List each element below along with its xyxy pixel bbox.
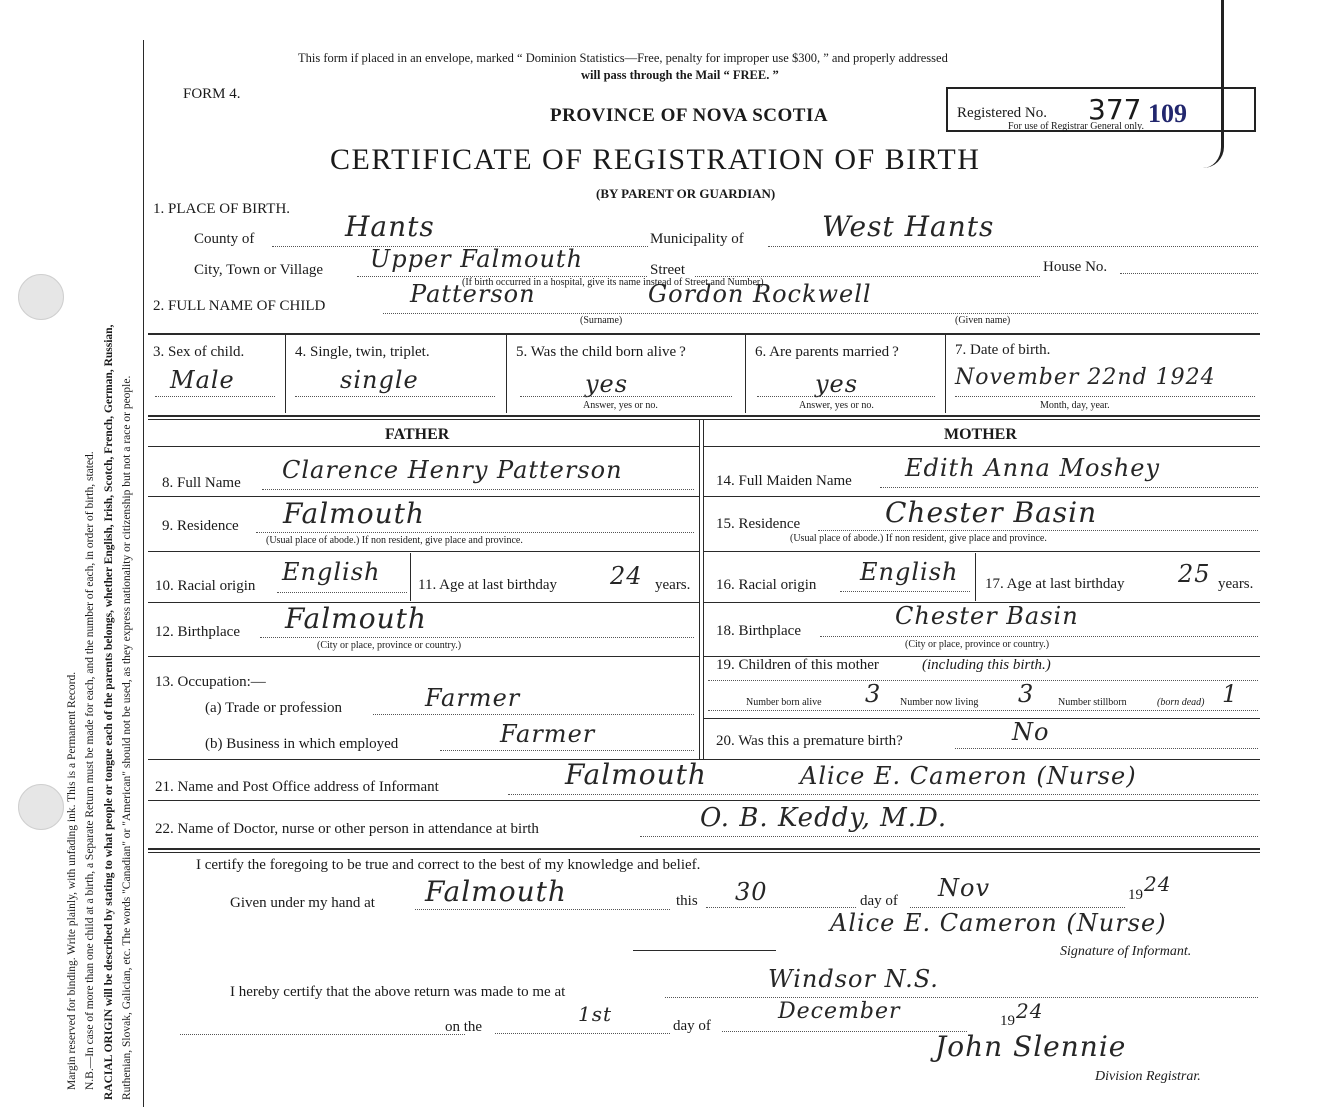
row-rule-5 bbox=[148, 800, 1260, 801]
married-caption: Answer, yes or no. bbox=[799, 400, 874, 411]
stillborn-label: Number stillborn bbox=[1058, 697, 1127, 708]
father-years-label: years. bbox=[655, 577, 691, 593]
father-age-label: 11. Age at last birthday bbox=[418, 577, 557, 593]
father-residence-caption: (Usual place of abode.) If non resident, give place and province. bbox=[266, 535, 523, 546]
pen-stroke bbox=[1203, 0, 1224, 168]
on-the-label: on the bbox=[445, 1019, 483, 1035]
parents-married-value: yes bbox=[815, 370, 859, 398]
postal-notice-line2: will pass through the Mail “ FREE. ” bbox=[581, 68, 779, 82]
father-name-label: 8. Full Name bbox=[162, 475, 241, 491]
mother-name-value: Edith Anna Moshey bbox=[905, 454, 1161, 482]
punch-hole-bottom bbox=[18, 784, 64, 830]
dob-line bbox=[955, 396, 1255, 397]
stillborn-note: (born dead) bbox=[1157, 697, 1205, 708]
row-top-rule bbox=[148, 333, 1260, 335]
mother-residence-caption: (Usual place of abode.) If non resident, give place and province. bbox=[790, 533, 1047, 544]
father-birthplace-label: 12. Birthplace bbox=[155, 624, 240, 640]
mother-residence-line bbox=[818, 530, 1258, 531]
business-line bbox=[440, 750, 694, 751]
premature-label: 20. Was this a premature birth? bbox=[716, 733, 903, 749]
father-rule-5 bbox=[148, 656, 699, 657]
mother-residence-label: 15. Residence bbox=[716, 516, 801, 532]
surname-caption: (Surname) bbox=[580, 315, 623, 326]
form-number: FORM 4. bbox=[183, 86, 241, 102]
doctor-line bbox=[640, 836, 1258, 837]
given-place-line bbox=[415, 909, 670, 910]
sex-value: Male bbox=[170, 366, 235, 394]
mother-birthplace-line bbox=[820, 636, 1258, 637]
father-origin-value: English bbox=[282, 558, 381, 586]
informant-name: Alice E. Cameron (Nurse) bbox=[800, 762, 1137, 790]
alive-caption: Answer, yes or no. bbox=[583, 400, 658, 411]
mother-rule-6 bbox=[703, 718, 1260, 719]
city-value: Upper Falmouth bbox=[370, 245, 584, 273]
municipality-line bbox=[768, 246, 1258, 247]
mother-name-line bbox=[880, 487, 1258, 488]
given-year-prefix: 19 bbox=[1128, 887, 1143, 903]
born-alive-count-label: Number born alive bbox=[746, 697, 822, 708]
municipality-value: West Hants bbox=[822, 210, 995, 243]
father-residence-line bbox=[256, 532, 694, 533]
registrar-signature: John Slennie bbox=[935, 1030, 1127, 1063]
dob-caption: Month, day, year. bbox=[1040, 400, 1110, 411]
row-rule-7 bbox=[148, 852, 1260, 853]
child-name-label: 2. FULL NAME OF CHILD bbox=[153, 298, 326, 314]
mother-origin-divider bbox=[975, 553, 976, 601]
registered-number-prefix: 377 bbox=[1088, 93, 1142, 126]
sex-label: 3. Sex of child. bbox=[153, 344, 245, 360]
plurality-value: single bbox=[340, 366, 419, 394]
now-living-count: 3 bbox=[1018, 680, 1035, 708]
mother-origin-label: 16. Racial origin bbox=[716, 577, 817, 593]
parents-divider-a bbox=[699, 419, 700, 759]
sex-line bbox=[155, 396, 275, 397]
facts-divider-3 bbox=[745, 335, 746, 413]
premature-value: No bbox=[1012, 718, 1050, 746]
certificate-subtitle: (BY PARENT OR GUARDIAN) bbox=[596, 186, 776, 201]
house-number-label: House No. bbox=[1043, 259, 1108, 275]
registrar-month-line bbox=[722, 1031, 967, 1032]
given-day-line bbox=[706, 907, 856, 908]
registrar-place-line bbox=[665, 997, 1258, 998]
registrar-year-prefix: 19 bbox=[1000, 1013, 1015, 1029]
father-name-value: Clarence Henry Patterson bbox=[282, 456, 623, 484]
facts-divider-4 bbox=[945, 335, 946, 413]
registered-label: Registered No. bbox=[957, 105, 1047, 121]
business-label: (b) Business in which employed bbox=[205, 736, 399, 752]
doctor-label: 22. Name of Doctor, nurse or other person in attendance at birth bbox=[155, 821, 539, 837]
dob-value: November 22nd 1924 bbox=[955, 365, 1216, 390]
mother-residence-value: Chester Basin bbox=[885, 496, 1098, 529]
municipality-label: Municipality of bbox=[650, 231, 744, 247]
county-label: County of bbox=[194, 231, 255, 247]
county-value: Hants bbox=[345, 210, 435, 243]
doctor-name: O. B. Keddy, M.D. bbox=[700, 803, 948, 833]
mother-birthplace-label: 18. Birthplace bbox=[716, 623, 801, 639]
given-month: Nov bbox=[938, 874, 991, 902]
row-rule-2 bbox=[148, 415, 1260, 417]
row-rule-3 bbox=[148, 419, 1260, 420]
punch-hole-top bbox=[18, 274, 64, 320]
informant-place: Falmouth bbox=[565, 758, 707, 791]
mother-origin-line bbox=[840, 591, 970, 592]
registrar-note: For use of Registrar General only. bbox=[1008, 121, 1144, 132]
margin-note-2: N.B.—In case of more than one child at a birth, a Separate Return must be made for each, and the number of each, in order of birth, stated. bbox=[84, 451, 96, 1090]
child-given-name: Gordon Rockwell bbox=[648, 280, 872, 308]
registrar-day-line bbox=[495, 1033, 670, 1034]
plurality-label: 4. Single, twin, triplet. bbox=[295, 344, 430, 360]
mother-name-label: 14. Full Maiden Name bbox=[716, 473, 852, 489]
given-place: Falmouth bbox=[425, 875, 567, 908]
child-name-line bbox=[383, 313, 1258, 314]
trade-label: (a) Trade or profession bbox=[205, 700, 343, 716]
house-line bbox=[1120, 273, 1258, 274]
place-of-birth-label: 1. PLACE OF BIRTH. bbox=[153, 201, 291, 217]
married-line bbox=[757, 396, 935, 397]
mother-origin-value: English bbox=[860, 558, 959, 586]
father-birthplace-caption: (City or place, province or country.) bbox=[317, 640, 462, 651]
father-origin-label: 10. Racial origin bbox=[155, 578, 256, 594]
informant-signature-caption: Signature of Informant. bbox=[1060, 944, 1192, 959]
registrar-place: Windsor N.S. bbox=[768, 965, 939, 993]
hospital-note: (If birth occurred in a hospital, give its name instead of Street and Number) bbox=[462, 277, 764, 288]
father-heading: FATHER bbox=[385, 426, 450, 443]
signature-dash bbox=[633, 950, 776, 951]
informant-line bbox=[508, 794, 1258, 795]
father-birthplace-value: Falmouth bbox=[285, 602, 427, 635]
facts-divider-2 bbox=[506, 335, 507, 413]
given-day: 30 bbox=[735, 878, 768, 906]
dob-label: 7. Date of birth. bbox=[955, 342, 1051, 358]
margin-note-3: RACIAL ORIGIN will be described by stating to what people or tongue each of the parents belongs, whether English, Irish, Scotch, French, German, Russian, bbox=[103, 324, 115, 1100]
street-label: Street bbox=[650, 262, 685, 278]
father-age-value: 24 bbox=[610, 562, 643, 590]
city-label: City, Town or Village bbox=[194, 262, 324, 278]
born-alive-label: 5. Was the child born alive ? bbox=[516, 344, 686, 360]
informant-label: 21. Name and Post Office address of Informant bbox=[155, 779, 439, 795]
parents-divider-b bbox=[703, 419, 704, 759]
informant-signature: Alice E. Cameron (Nurse) bbox=[830, 909, 1167, 937]
born-alive-count: 3 bbox=[865, 680, 882, 708]
registrar-month: December bbox=[778, 999, 901, 1024]
born-alive-value: yes bbox=[585, 370, 629, 398]
given-under-hand-label: Given under my hand at bbox=[230, 895, 375, 911]
division-registrar-caption: Division Registrar. bbox=[1095, 1069, 1201, 1084]
children-line bbox=[708, 680, 1258, 681]
father-rule-1 bbox=[148, 446, 699, 447]
certificate-title: CERTIFICATE OF REGISTRATION OF BIRTH bbox=[330, 143, 981, 176]
mother-years-label: years. bbox=[1218, 576, 1254, 592]
given-month-line bbox=[910, 907, 1125, 908]
trade-value: Farmer bbox=[425, 684, 521, 712]
father-residence-value: Falmouth bbox=[283, 497, 425, 530]
row-rule-6 bbox=[148, 848, 1260, 850]
facts-divider-1 bbox=[285, 335, 286, 413]
mother-rule-1 bbox=[703, 446, 1260, 447]
mother-rule-3 bbox=[703, 551, 1260, 552]
margin-note-1: Margin reserved for binding. Write plainly, with unfading ink. This is a Permanent Record. bbox=[66, 671, 78, 1090]
father-birthplace-line bbox=[260, 637, 694, 638]
margin-line bbox=[143, 40, 144, 1107]
registrar-lead-line bbox=[180, 1034, 465, 1035]
alive-line bbox=[520, 396, 732, 397]
mother-heading: MOTHER bbox=[944, 426, 1017, 443]
trade-line bbox=[373, 714, 694, 715]
registrar-day: 1st bbox=[578, 1002, 613, 1026]
father-origin-divider bbox=[410, 553, 411, 601]
father-origin-line bbox=[277, 592, 407, 593]
mother-age-value: 25 bbox=[1178, 560, 1211, 588]
child-surname: Patterson bbox=[410, 280, 536, 308]
registrar-statement: I hereby certify that the above return was made to me at bbox=[230, 984, 566, 1000]
given-name-caption: (Given name) bbox=[955, 315, 1011, 326]
children-note: (including this birth.) bbox=[922, 657, 1051, 673]
father-name-line bbox=[262, 489, 694, 490]
registrar-day-of-label: day of bbox=[673, 1018, 711, 1034]
plurality-line bbox=[295, 396, 495, 397]
binding-margin bbox=[0, 0, 145, 1107]
occupation-label: 13. Occupation:— bbox=[155, 674, 266, 690]
mother-birthplace-value: Chester Basin bbox=[895, 602, 1079, 630]
postal-notice-line1: This form if placed in an envelope, marked “ Dominion Statistics—Free, penalty for improper use $300, ” and properly addressed bbox=[298, 51, 948, 65]
mother-age-label: 17. Age at last birthday bbox=[985, 576, 1125, 592]
this-label: this bbox=[676, 893, 698, 909]
stillborn-count: 1 bbox=[1222, 680, 1239, 708]
children-label: 19. Children of this mother bbox=[716, 657, 879, 673]
registrar-year-suffix: 24 bbox=[1016, 999, 1044, 1023]
province-heading: PROVINCE OF NOVA SCOTIA bbox=[550, 105, 829, 126]
given-year-suffix: 24 bbox=[1144, 872, 1172, 896]
business-value: Farmer bbox=[500, 720, 596, 748]
parents-married-label: 6. Are parents married ? bbox=[755, 344, 899, 360]
margin-note-4: Ruthenian, Slovak, Galician, etc. The words "Canadian" or "American" should not be used, as they express nationality or citizenship but not a race or people. bbox=[121, 375, 133, 1100]
now-living-label: Number now living bbox=[900, 697, 979, 708]
certify-statement: I certify the foregoing to be true and correct to the best of my knowledge and belief. bbox=[196, 857, 701, 873]
registered-number-suffix: 109 bbox=[1148, 99, 1187, 128]
mother-birthplace-caption: (City or place, province or country.) bbox=[905, 639, 1050, 650]
premature-line bbox=[955, 748, 1258, 749]
father-residence-label: 9. Residence bbox=[162, 518, 239, 534]
counts-line bbox=[708, 710, 1258, 711]
day-of-label: day of bbox=[860, 893, 898, 909]
father-rule-3 bbox=[148, 551, 699, 552]
